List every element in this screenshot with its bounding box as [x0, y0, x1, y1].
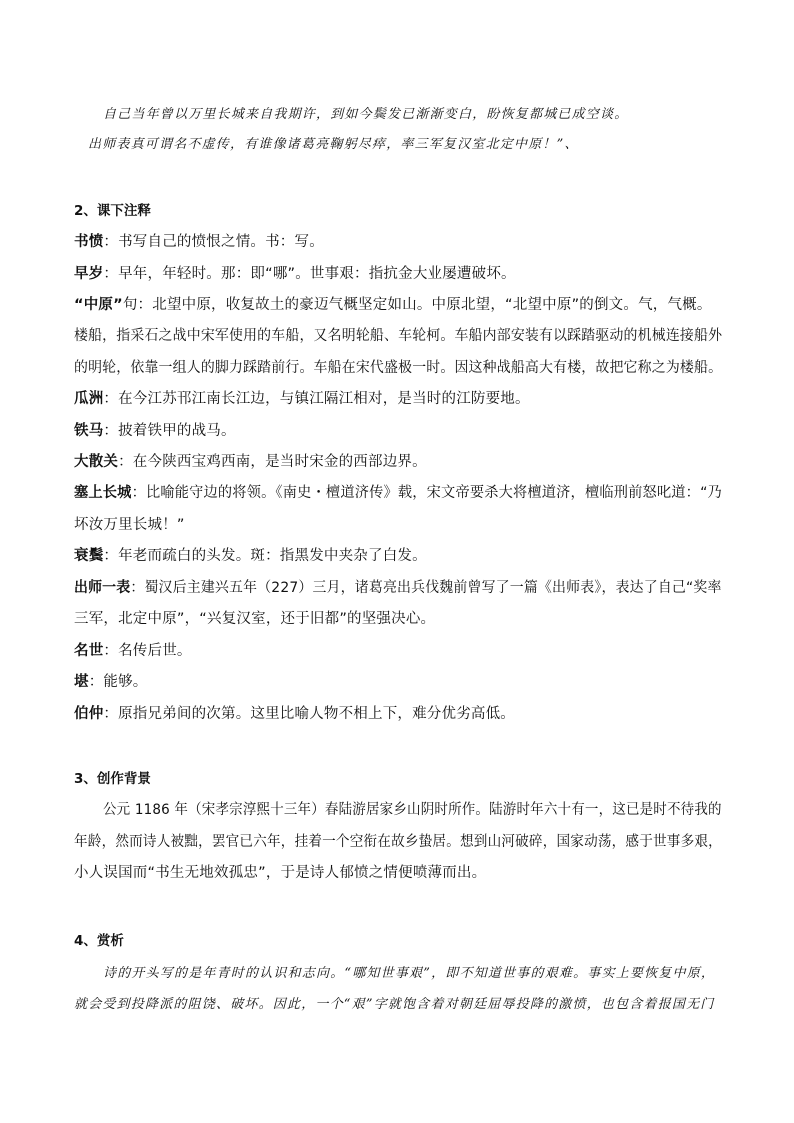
note-line: 的明轮，依靠一组人的脚力踩踏前行。车船在宋代盛极一时。因这种战船高大有楼，故把它称之为楼船。 [74, 360, 723, 376]
note-line: 出师一表：蜀汉后主建兴五年（227）三月，诸葛亮出兵伐魏前曾写了一篇《出师表》，表达了自己“奖率 [74, 580, 722, 596]
intro-line-1: 自己当年曾以万里长城来自我期许，到如今鬓发已渐渐变白，盼恢复都城已成空谈。 [103, 107, 629, 122]
note-line: 坏汝万里长城！” [74, 517, 185, 533]
note-line: 塞上长城：比喻能守边的将领。《南史・檀道济传》载，宋文帝要杀大将檀道济，檀临刑前怒叱道：“乃 [74, 485, 723, 501]
background-line-1: 公元 1186 年（宋孝宗淳熙十三年）春陆游居家乡山阴时所作。陆游时年六十有一，这已是时不待我的 [103, 802, 722, 818]
note-line: 书愤：书写自己的愤恨之情。书：写。 [74, 234, 324, 250]
section-title-background: 3、创作背景 [74, 771, 151, 787]
analysis-line-1: 诗的开头写的是年青时的认识和志向。“哪知世事艰”，即不知道世事的艰难。事实上要恢复中原， [103, 966, 716, 981]
note-line: 衰鬓：年老而疏白的头发。斑：指黑发中夹杂了白发。 [74, 548, 427, 564]
note-line: 三军，北定中原”，“兴复汉室，还于旧都”的坚强决心。 [74, 611, 436, 627]
note-line: 瓜洲：在今江苏邗江南长江边，与镇江隔江相对，是当时的江防要地。 [74, 391, 530, 407]
analysis-line-2: 就会受到投降派的阻饶、破坏。因此，一个“艰”字就饱含着对朝廷屈辱投降的激愤，也包含着报国无门 [74, 997, 715, 1012]
note-line: 伯仲：原指兄弟间的次第。这里比喻人物不相上下，难分优劣高低。 [74, 706, 516, 722]
intro-line-2: 出师表真可谓名不虚传，有谁像诸葛亮鞠躬尽瘁，率三军复汉室北定中原！”、 [88, 137, 579, 152]
section-title-analysis: 4、赏析 [74, 933, 124, 949]
note-line: 楼船，指采石之战中宋军使用的车船，又名明轮船、车轮柯。车船内部安装有以踩踏驱动的机械连接船外 [74, 328, 723, 344]
section-title-notes: 2、课下注释 [74, 203, 151, 219]
note-line: 名世：名传后世。 [74, 643, 192, 659]
note-line: 大散关：在今陕西宝鸡西南，是当时宋金的西部边界。 [74, 454, 427, 470]
note-line: 早岁：早年，年轻时。那：即“哪”。世事艰：指抗金大业屡遭破坏。 [74, 266, 516, 282]
background-line-3: 小人误国而“书生无地效孤忠”，于是诗人郁愤之情便喷薄而出。 [74, 865, 487, 881]
note-line: “中原”句：北望中原，收复故土的豪迈气概坚定如山。中原北望，“北望中原”的倒文。气，气概。 [74, 297, 712, 313]
background-line-2: 年龄，然而诗人被黜，罢官已六年，挂着一个空衔在故乡蛰居。想到山河破碎，国家动荡，感于世事多艰， [74, 834, 722, 850]
note-line: 堪：能够。 [74, 674, 148, 690]
note-line: 铁马：披着铁甲的战马。 [74, 423, 236, 439]
